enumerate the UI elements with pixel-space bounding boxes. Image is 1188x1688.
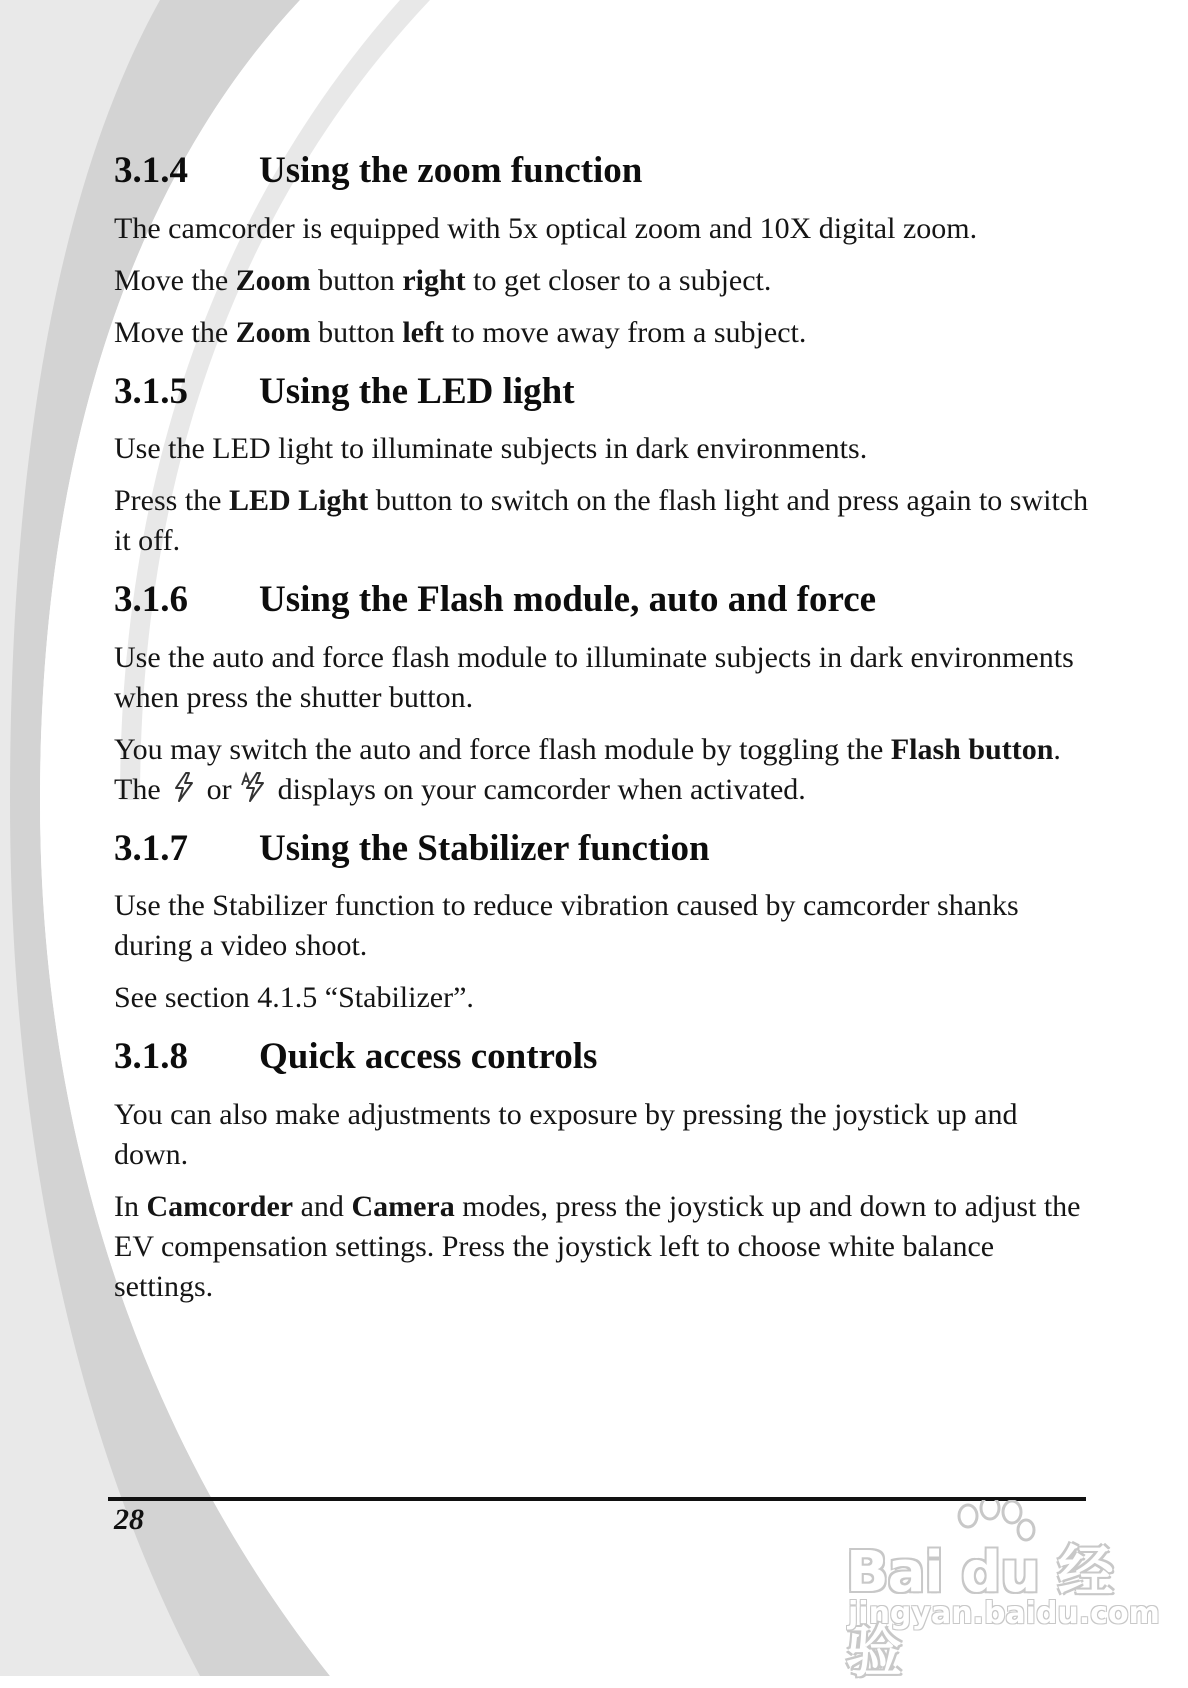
- text-run: button to switch on the flash light and press again to switch it off.: [114, 484, 1089, 558]
- section-number: 3.1.6: [114, 579, 188, 621]
- paragraph: [114, 313, 1099, 353]
- flash-auto-icon: [240, 771, 270, 803]
- text-run: displays on your camcorder when activated.: [277, 772, 806, 806]
- section-3-1-8: [114, 1036, 1099, 1307]
- watermark-url: jingyan.baidu.com: [848, 1596, 1160, 1631]
- section-title: Quick access controls: [259, 1036, 598, 1078]
- paragraph: [114, 886, 1099, 966]
- bold-term: LED Light: [229, 484, 369, 518]
- text-run: Press the: [114, 484, 229, 518]
- paragraph: [114, 1095, 1099, 1175]
- text-run: Use the auto and force flash module to illuminate subjects in dark environments when press the shutter button.: [114, 640, 1074, 714]
- text-run: See section 4.1.5 “Stabilizer”.: [114, 981, 474, 1015]
- section-heading: [114, 828, 1099, 871]
- text-run: Use the LED light to illuminate subjects in dark environments.: [114, 432, 868, 466]
- bold-term: Camcorder: [146, 1189, 294, 1223]
- watermark-brand: Bai du 经验: [846, 1540, 1113, 1685]
- text-run: The camcorder is equipped with 5x optical zoom and 10X digital zoom.: [114, 211, 978, 245]
- paragraph: [114, 730, 1099, 810]
- bold-term: Flash button: [890, 732, 1054, 766]
- text-run: and: [293, 1189, 352, 1223]
- section-heading: [114, 1036, 1099, 1079]
- section-title: Using the Flash module, auto and force: [259, 579, 877, 621]
- flash-force-icon: [169, 771, 199, 803]
- bold-term: Camera: [351, 1189, 455, 1223]
- bold-term: Zoom: [235, 315, 311, 349]
- bold-term: Zoom: [235, 263, 311, 297]
- section-3-1-7: [114, 828, 1099, 1019]
- paragraph: [114, 978, 1099, 1018]
- text-run: You may switch the auto and force flash module by toggling the: [114, 732, 891, 766]
- section-number: 3.1.4: [114, 150, 188, 191]
- section-3-1-6: [114, 579, 1099, 810]
- text-run: You can also make adjustments to exposure by pressing the joystick up and down.: [114, 1097, 1018, 1171]
- text-run: . The: [114, 732, 1061, 806]
- text-run: modes, press the joystick up and down to adjust the EV compensation settings. Press the joystick left to choose white balance settings.: [114, 1189, 1081, 1303]
- section-heading: [114, 579, 1099, 622]
- paragraph: [114, 481, 1099, 561]
- section-title: Using the LED light: [259, 370, 575, 412]
- text-run: Use the Stabilizer function to reduce vibration caused by camcorder shanks during a video shoot.: [114, 889, 1019, 963]
- section-title: Using the zoom function: [259, 150, 643, 191]
- text-run: button: [310, 315, 403, 349]
- paragraph: [114, 261, 1099, 301]
- section-number: 3.1.5: [114, 370, 188, 412]
- section-3-1-5: [114, 371, 1099, 562]
- text-run: Move the: [114, 263, 236, 297]
- text-run: to move away from a subject.: [443, 315, 807, 349]
- paragraph: [114, 638, 1099, 718]
- text-run: button: [310, 263, 403, 297]
- section-title: Using the Stabilizer function: [259, 827, 710, 869]
- paragraph: [114, 429, 1099, 469]
- text-run: or: [206, 772, 232, 806]
- section-heading: [114, 371, 1099, 414]
- baidu-watermark: [840, 1500, 1160, 1685]
- section-number: 3.1.7: [114, 827, 188, 869]
- text-run: In: [114, 1189, 147, 1223]
- text-run: to get closer to a subject.: [465, 263, 772, 297]
- section-3-1-4: [114, 150, 1099, 353]
- paragraph: [114, 209, 1099, 249]
- page-number: 28: [114, 1503, 144, 1536]
- bold-term: right: [402, 263, 466, 297]
- text-run: Move the: [114, 315, 236, 349]
- section-heading: [114, 150, 1099, 193]
- document-body: [114, 150, 1099, 1325]
- bold-term: left: [402, 315, 444, 349]
- section-number: 3.1.8: [114, 1036, 188, 1078]
- paragraph: [114, 1187, 1099, 1307]
